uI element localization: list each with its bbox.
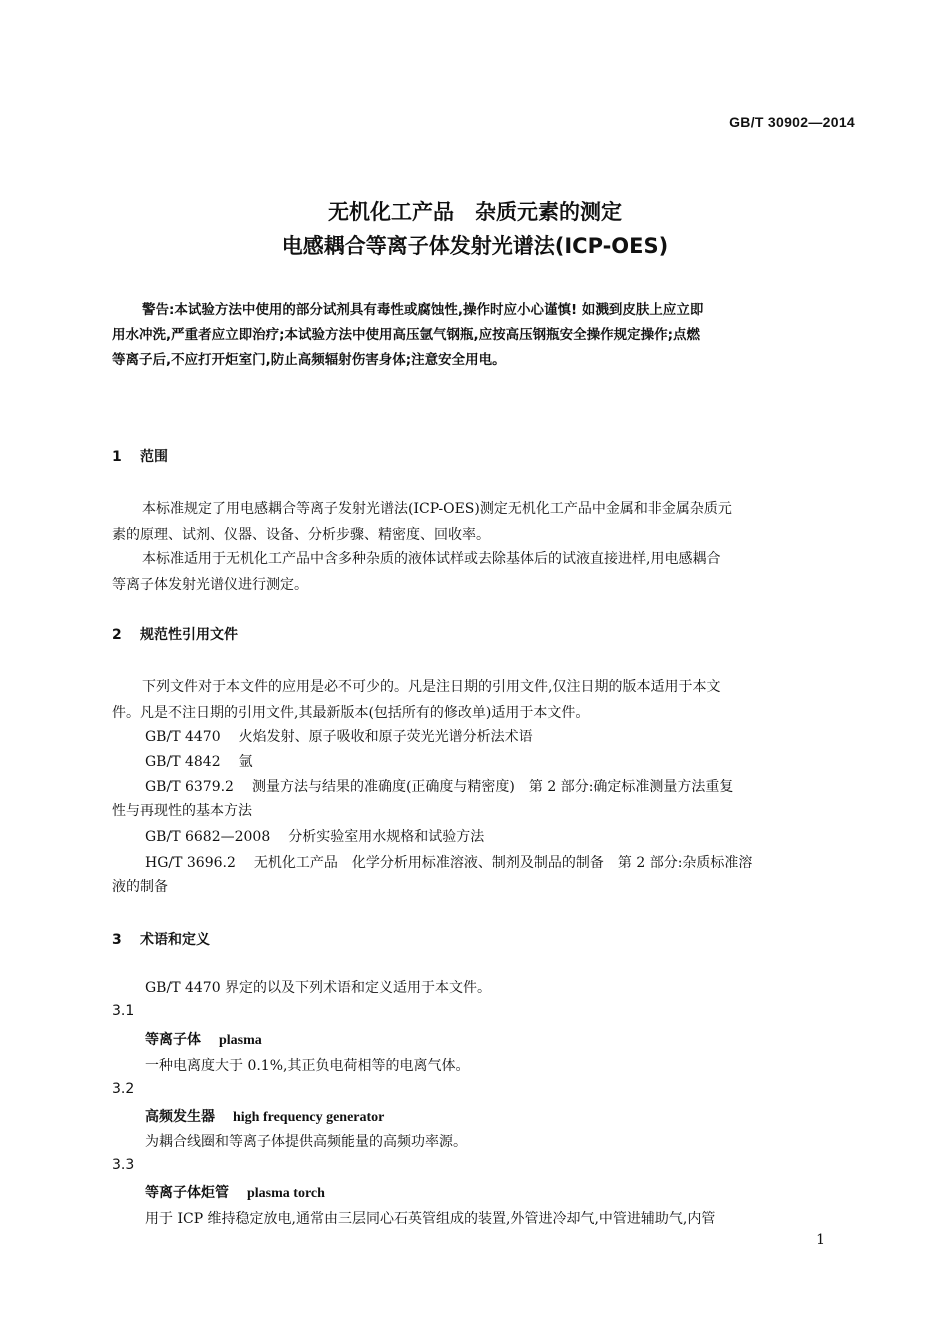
term-zh: 高频发生器 xyxy=(145,1109,215,1125)
reference-code: GB/T 6682—2008 xyxy=(145,829,271,845)
section-3-number: 3 xyxy=(112,932,122,948)
s2-intro-line-2: 件。凡是不注日期的引用文件,其最新版本(包括所有的修改单)适用于本文件。 xyxy=(112,705,590,721)
standard-code: GB/T 30902—2014 xyxy=(729,114,855,130)
reference-title: 氩 xyxy=(238,754,253,770)
s1p2-line-2: 等离子体发射光谱仪进行测定。 xyxy=(112,577,308,593)
reference-code: HG/T 3696.2 xyxy=(145,855,236,871)
term-number: 3.1 xyxy=(112,1003,135,1019)
reference-title: 分析实验室用水规格和试验方法 xyxy=(288,829,485,845)
reference-title: 无机化工产品 化学分析用标准溶液、制剂及制品的制备 第 2 部分:杂质标准溶 xyxy=(253,855,753,871)
term-definition: 为耦合线圈和等离子体提供高频能量的高频功率源。 xyxy=(145,1134,467,1150)
section-2-number: 2 xyxy=(112,627,122,643)
warning-line-2: 用水冲洗,严重者应立即治疗;本试验方法中使用高压氩气钢瓶,应按高压钢瓶安全操作规定操作;点燃 xyxy=(112,327,701,343)
term-number: 3.2 xyxy=(112,1081,135,1097)
section-2-title: 规范性引用文件 xyxy=(140,627,238,643)
s1p2-line-1: 本标准适用于无机化工产品中含多种杂质的液体试样或去除基体后的试液直接进样,用电感耦合 xyxy=(142,551,721,567)
section-3-title: 术语和定义 xyxy=(140,932,210,948)
term-en: high frequency generator xyxy=(233,1110,385,1125)
term-number: 3.3 xyxy=(112,1157,135,1173)
section-2-heading xyxy=(112,624,238,644)
section-2-intro xyxy=(112,674,854,726)
section-3-heading xyxy=(112,929,210,949)
section-3-intro: GB/T 4470 界定的以及下列术语和定义适用于本文件。 xyxy=(145,980,492,996)
term-en: plasma xyxy=(219,1033,262,1048)
term-definition: 用于 ICP 维持稳定放电,通常由三层同心石英管组成的装置,外管进冷却气,中管进辅助气,内管 xyxy=(145,1211,716,1227)
reference-title: 测量方法与结果的准确度(正确度与精密度) 第 2 部分:确定标准测量方法重复 xyxy=(251,779,734,795)
reference-item xyxy=(145,826,484,846)
section-1-heading xyxy=(112,446,168,466)
term-heading xyxy=(145,1182,325,1202)
section-1-paragraph-2 xyxy=(112,546,854,598)
title-line-1: 无机化工产品 杂质元素的测定 xyxy=(328,200,622,224)
s2-intro-line-1: 下列文件对于本文件的应用是必不可少的。凡是注日期的引用文件,仅注日期的版本适用于本文 xyxy=(142,679,721,695)
term-definition: 一种电离度大于 0.1%,其正负电荷相等的电离气体。 xyxy=(145,1058,470,1074)
reference-continuation: 性与再现性的基本方法 xyxy=(112,803,252,819)
term-zh: 等离子体炬管 xyxy=(145,1185,229,1201)
term-heading xyxy=(145,1106,384,1126)
term-en: plasma torch xyxy=(247,1186,325,1201)
title-line-2: 电感耦合等离子体发射光谱法(ICP-OES) xyxy=(281,234,669,258)
term-heading xyxy=(145,1029,262,1049)
reference-continuation: 液的制备 xyxy=(112,879,168,895)
s1p1-line-1: 本标准规定了用电感耦合等离子发射光谱法(ICP-OES)测定无机化工产品中金属和非金属杂质元 xyxy=(142,501,732,517)
page-number: 1 xyxy=(816,1232,825,1248)
reference-code: GB/T 6379.2 xyxy=(145,779,234,795)
reference-item xyxy=(145,726,533,746)
reference-item xyxy=(145,751,253,771)
term-zh: 等离子体 xyxy=(145,1032,201,1048)
section-1-paragraph-1 xyxy=(112,496,854,548)
warning-line-1: 警告:本试验方法中使用的部分试剂具有毒性或腐蚀性,操作时应小心谨慎! 如溅到皮肤上应立即 xyxy=(142,302,704,318)
warning-paragraph xyxy=(112,298,854,373)
reference-title: 火焰发射、原子吸收和原子荧光光谱分析法术语 xyxy=(238,729,533,745)
section-1-title: 范围 xyxy=(140,449,168,465)
section-1-number: 1 xyxy=(112,449,122,465)
s1p1-line-2: 素的原理、试剂、仪器、设备、分析步骤、精密度、回收率。 xyxy=(112,527,490,543)
reference-code: GB/T 4470 xyxy=(145,729,221,745)
warning-line-3: 等离子后,不应打开炬室门,防止高频辐射伤害身体;注意安全用电。 xyxy=(112,352,506,368)
reference-code: GB/T 4842 xyxy=(145,754,221,770)
reference-item xyxy=(145,852,752,872)
reference-item xyxy=(145,776,733,796)
